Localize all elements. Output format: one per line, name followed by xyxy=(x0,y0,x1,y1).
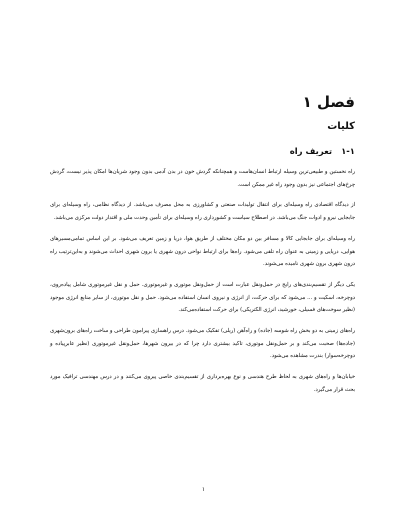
page-content xyxy=(50,92,355,405)
body-paragraph: راه وسیله‌ای برای جابجایی کالا و مسافر بین دو مکان مختلف از طریق هوا، دریا و زمین تعریف می‌شود. بر این اساس تمامی‌مسیرهای هوایی، دریایی و زمینی به عنوان راه تلقی می‌شود. راه‌ها برای ارتباط نواحی درون شهری یا برون شهری احداث می‌شوند و به‌این‌ترتیب راه درون شهری برون شهری نامیده می‌شوند. xyxy=(50,235,355,268)
body-paragraph: خیابان‌ها و راه‌های شهری به لحاظ طرح هندسی و نوع بهره‌برداری از تقسیم‌بندی خاصی پیروی می‌کنند و در درس مهندسی ترافیک مورد بحث قرار می‌گیرد. xyxy=(50,374,355,393)
section-title: کلیات xyxy=(327,121,355,132)
body-paragraph: راه نخستین و طبیعی‌ترین وسیله ارتباط انسان‌هاست و همچنانکه گردش خون در بدن آدمی بدون وجود شریان‌ها امکان پذیر نیست، گردش چرخ‌های اجتماعی نیز بدون وجود راه غیر ممکن است. xyxy=(50,169,355,188)
subsection-heading xyxy=(50,146,355,158)
body-paragraph: یکی دیگر از تقسیم‌بندی‌های رایج در حمل‌ونقل عبارت است از حمل‌ونقل موتوری و غیرموتوری. حمل و نقل غیرموتوری شامل پیاده‌روی، دوچرخه، اسکیت و ... می‌شود که برای حرکت، از انرژی و نیروی انسان استفاده می‌شود. حمل و نقل موتوری، از سایر منابع انرژی موجود (نظیر سوخت‌های فسیلی، خورشید، انرژی الکتریکی) برای حرکت استفاده‌می‌کند. xyxy=(50,281,355,314)
subsection-number: ۱-۱ xyxy=(341,147,355,157)
body-paragraph: راه‌های زمینی به دو بخش راه شوسه (جاده) و راه‌آهن (ریلی) تفکیک می‌شود. درس راهسازی پیرامون طراحی و ساخت راه‌های برون‌شهری (جاده‌ها) صحبت می‌کند و بر حمل‌ونقل موتوری، تاکید بیشتری دارد چرا که در بیرون شهرها، حمل‌ونقل غیرموتوری (نظیر عابرپیاده و دوچرخه‌سوار) بندرت مشاهده می‌شود. xyxy=(50,328,355,360)
page-number: ۱ xyxy=(201,486,206,493)
body-paragraph: از دیدگاه اقتصادی راه وسیله‌ای برای انتقال تولیدات صنعتی و کشاورزی به محل مصرف می‌باشد. از دیدگاه نظامی، راه وسیله‌ای برای جابجایی نیرو و ادوات جنگ می‌باشد. در اصطلاح سیاست و کشورداری راه وسیله‌ای برای تأمین وحدت ملی و اقتدار دولت مرکزی می‌باشد. xyxy=(50,202,355,222)
chapter-title: فصل ۱ xyxy=(302,93,355,111)
subsection-title: تعریف راه xyxy=(289,147,333,157)
